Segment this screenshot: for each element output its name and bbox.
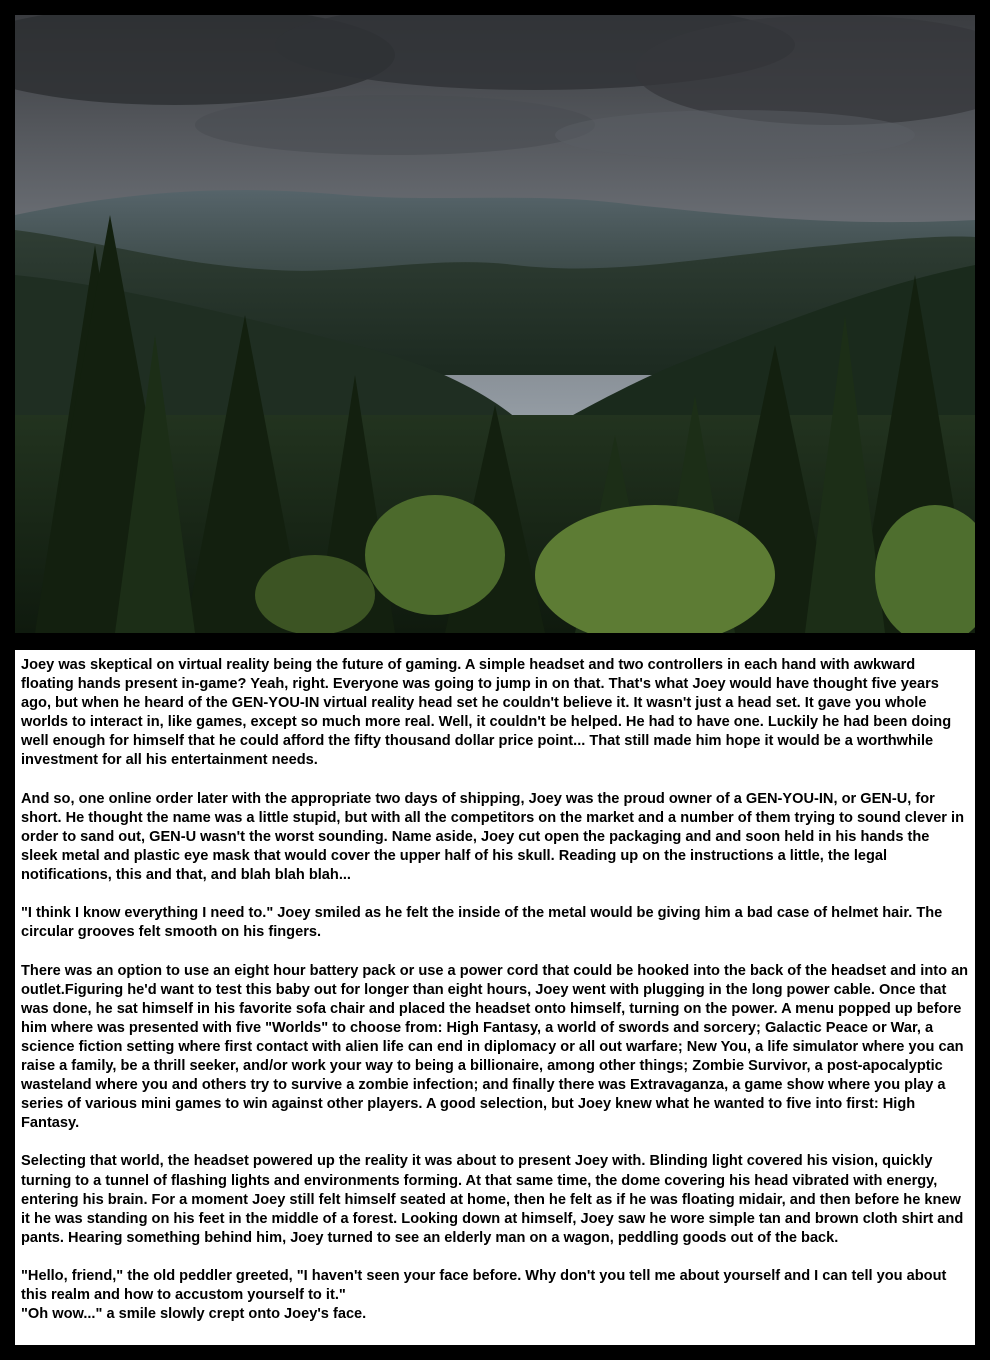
- forest-landscape-illustration: [15, 15, 975, 633]
- story-paragraph: "Hello, friend," the old peddler greeted, "I haven't seen your face before. Why don't you tell me about yourself and I can tell you about this realm and how to accustom yourself to it.": [21, 1268, 947, 1304]
- story-paragraph: "I think I know everything I need to." Joey smiled as he felt the inside of the metal would be giving him a bad case of helmet hair. The circular grooves felt smooth on his fingers.: [21, 905, 943, 941]
- story-text-panel: [15, 650, 975, 1345]
- story-paragraph: Joey was skeptical on virtual reality being the future of gaming. A simple headset and two controllers in each hand with awkward floating hands present in-game? Yeah, right. Everyone was going to jump in on that. That's what Joey would have thought five years ago, but when he heard of the GEN-YOU-IN virtual reality head set he couldn't believe it. It wasn't just a head set. It gave you whole worlds to interact in, like games, except so much more real. Well, it couldn't be helped. He had to have one. Luckily he had been doing well enough for himself that he could afford the fifty thousand dollar price point... That still made him hope it would be a worthwhile investment for all his entertainment needs.: [21, 657, 952, 769]
- story-paragraph: Selecting that world, the headset powered up the reality it was about to present Joey with. Blinding light covered his vision, quickly turning to a tunnel of flashing lights and environments forming. At that same time, the dome covering his head vibrated with energy, entering his brain. For a moment Joey still felt himself seated at home, then he felt as if he was floating midair, and then before he knew it he was standing on his feet in the middle of a forest. Looking down at himself, Joey saw he wore simple tan and brown cloth shirt and pants. Hearing something behind him, Joey turned to see an elderly man on a wagon, peddling goods out of the back.: [21, 1153, 964, 1246]
- story-paragraph: "Oh wow..." a smile slowly crept onto Joey's face.: [21, 1306, 367, 1323]
- forest-landscape-image: [15, 15, 975, 633]
- story-paragraph: And so, one online order later with the appropriate two days of shipping, Joey was the proud owner of a GEN-YOU-IN, or GEN-U, for short. He thought the name was a little stupid, but with all the competitors on the market and a number of them trying to sound clever in order to sand out, GEN-U wasn't the worst sounding. Name aside, Joey cut open the packaging and and soon held in his hands the sleek metal and plastic eye mask that would cover the upper half of his skull. Reading up on the instructions a little, the legal notifications, this and that, and blah blah blah...: [21, 790, 965, 884]
- story-paragraph: There was an option to use an eight hour battery pack or use a power cord that could be hooked into the back of the headset and into an outlet.Figuring he'd want to test this baby out for longer than eight hours, Joey went with plugging in the long power cable. Once that was done, he sat himself in his favorite sofa chair and placed the headset onto himself, turning on the power. A menu popped up before him where was presented with five "Worlds" to choose from: High Fantasy, a world of swords and sorcery; Galactic Peace or War, a science fiction setting where first contact with alien life can end in diplomacy or all out warfare; New You, a life simulator where you can raise a family, be a thrill seeker, and/or work your way to being a billionaire, among other things; Zombie Survivor, a post-apocalyptic wasteland where you and others try to survive a zombie infection; and finally there was Extravaganza, a game show where you play a series of various mini games to win against other players. A good selection, but Joey knew what he wanted to five into first: High Fantasy.: [21, 962, 969, 1132]
